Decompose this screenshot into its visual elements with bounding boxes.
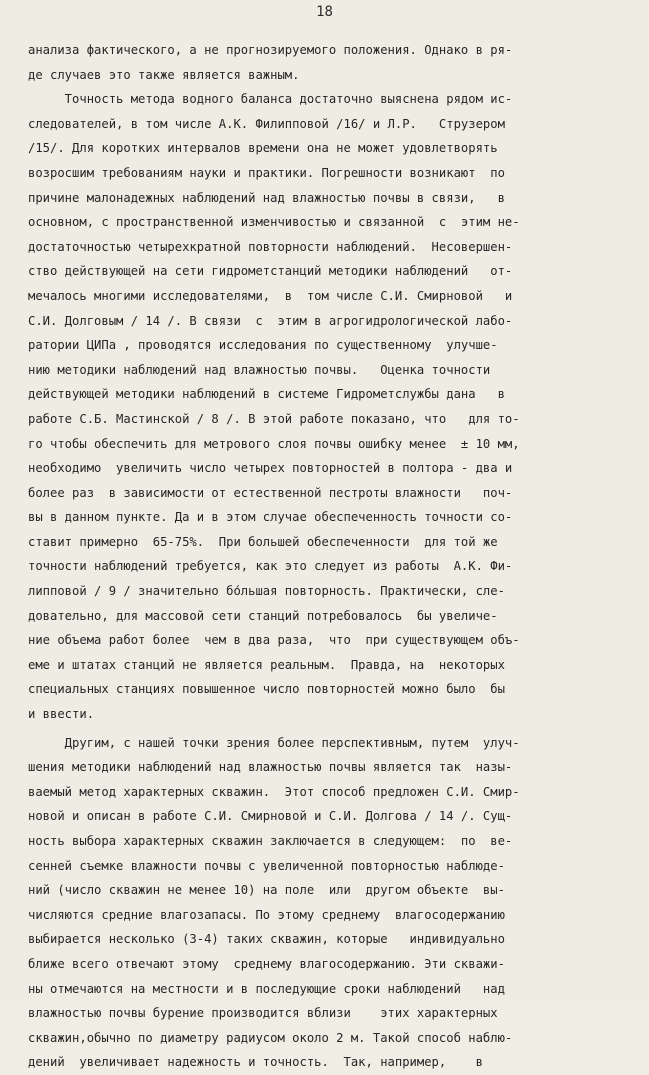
- paragraph: [28, 38, 618, 87]
- text-line: довательно, для массовой сети станций потребовалось бы увеличе-: [28, 608, 498, 623]
- text-line: шения методики наблюдений над влажностью почвы является так назы-: [28, 760, 513, 775]
- text-line: еме и штатах станций не является реальным. Правда, на некоторых: [28, 657, 505, 672]
- body-text: [28, 38, 618, 1075]
- text-line: ны отмечаются на местности и в последующие сроки наблюдений над: [28, 981, 505, 996]
- text-line: причине малонадежных наблюдений над влажностью почвы в связи, в: [28, 190, 505, 205]
- text-line: ние объема работ более чем в два раза, что при существующем объ-: [28, 633, 520, 648]
- text-line: ратории ЦИПа , проводятся исследования по существенному улучше-: [28, 338, 498, 353]
- text-line: ство действующей на сети гидрометстанций методики наблюдений от-: [28, 264, 513, 279]
- text-line: липповой / 9 / значительно бо́льшая повторность. Практически, сле-: [28, 584, 505, 599]
- text-line: точности наблюдений требуется, как это следует из работы А.К. Фи-: [28, 559, 513, 574]
- text-line: специальных станциях повышенное число повторностей можно было бы: [28, 682, 505, 697]
- text-line: мечалось многими исследователями, в том числе С.И. Смирновой и: [28, 288, 513, 303]
- text-line: ближе всего отвечают этому среднему влагосодержанию. Эти скважи-: [28, 956, 505, 971]
- text-line: анализа фактического, а не прогнозируемого положения. Однако в ря-: [28, 43, 513, 57]
- text-line: Точность метода водного баланса достаточно выяснена рядом ис-: [28, 92, 513, 107]
- paragraph: [28, 731, 618, 1075]
- text-line: ность выбора характерных скважин заключается в следующем: по ве-: [28, 834, 513, 848]
- text-line: сенней съемке влажности почвы с увеличенной повторностью наблюде-: [28, 858, 505, 873]
- text-line: и ввести.: [28, 707, 95, 722]
- text-line: скважин,обычно по диаметру радиусом около 2 м. Такой способ наблю-: [28, 1030, 513, 1045]
- text-line: действующей методики наблюдений в системе Гидрометслужбы дана в: [28, 387, 505, 402]
- text-line: выбирается несколько (3-4) таких скважин, которые индивидуально: [28, 932, 505, 947]
- text-line: нию методики наблюдений над влажностью почвы. Оценка точности: [28, 362, 491, 377]
- text-line: основном, с пространственной изменчивостью и связанной с этим не-: [28, 215, 520, 230]
- text-line: ставит примерно 65-75%. При большей обеспеченности для той же: [28, 534, 498, 549]
- page-number: 18: [316, 4, 333, 20]
- text-line: ваемый метод характерных скважин. Этот способ предложен С.И. Смир-: [28, 784, 520, 799]
- text-line: ний (число скважин не менее 10) на поле или другом объекте вы-: [28, 883, 505, 898]
- text-line: дений увеличивает надежность и точность. Так, например, в: [28, 1055, 483, 1070]
- text-line: более раз в зависимости от естественной пестроты влажности поч-: [28, 485, 513, 500]
- text-line: Другим, с нашей точки зрения более перспективным, путем улуч-: [28, 735, 520, 750]
- text-line: го чтобы обеспечить для метрового слоя почвы ошибку менее ± 10 мм,: [28, 436, 520, 451]
- text-line: влажностью почвы бурение производится вблизи этих характерных: [28, 1006, 498, 1021]
- text-line: де случаев это также является важным.: [28, 67, 300, 82]
- text-line: необходимо увеличить число четырех повторностей в полтора - два и: [28, 461, 513, 476]
- paragraph: [28, 87, 618, 726]
- text-line: следователей, в том числе А.К. Филипповой /16/ и Л.Р. Струзером: [28, 116, 505, 131]
- text-line: числяются средние влагозапасы. По этому среднему влагосодержанию: [28, 907, 505, 922]
- text-line: /15/. Для коротких интервалов времени она не может удовлетворять: [28, 141, 498, 156]
- text-line: новой и описан в работе С.И. Смирновой и С.И. Долгова / 14 /. Сущ-: [28, 809, 513, 824]
- text-line: С.И. Долговым / 14 /. В связи с этим в агрогидрологической лабо-: [28, 313, 513, 328]
- text-line: возросшим требованиям науки и практики. Погрешности возникают по: [28, 165, 505, 180]
- text-line: работе С.Б. Мастинской / 8 /. В этой работе показано, что для то-: [28, 411, 520, 426]
- text-line: достаточностью четырехкратной повторности наблюдений. Несовершен-: [28, 239, 513, 254]
- text-line: вы в данном пункте. Да и в этом случае обеспеченность точности со-: [28, 510, 513, 525]
